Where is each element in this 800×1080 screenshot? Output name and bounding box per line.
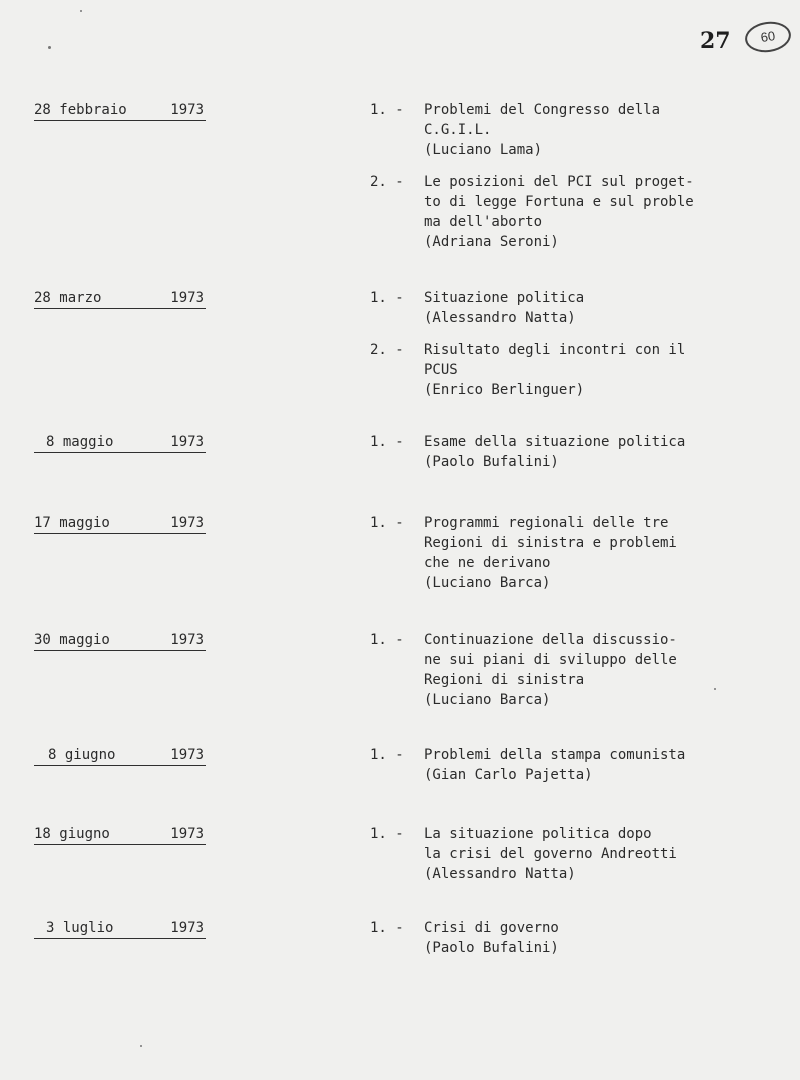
item-text-line: (Gian Carlo Pajetta) <box>424 767 593 783</box>
entry-year: 1973 <box>170 826 204 842</box>
agenda-item <box>370 288 790 328</box>
item-text <box>424 432 790 472</box>
agenda-item <box>370 100 790 160</box>
entry-items <box>370 918 790 970</box>
entry-date: 8 maggio <box>46 434 114 450</box>
entry-date-line <box>34 630 206 651</box>
agenda-item <box>370 172 790 252</box>
entry-year: 1973 <box>170 515 204 531</box>
item-text <box>424 172 790 252</box>
agenda-item <box>370 824 790 884</box>
item-number: 2. - <box>370 174 404 190</box>
paper-speck <box>48 46 51 49</box>
item-text-line: PCUS <box>424 362 458 378</box>
agenda-item <box>370 340 790 400</box>
item-text-line: (Luciano Barca) <box>424 692 551 708</box>
entry-items <box>370 630 790 722</box>
item-number: 1. - <box>370 747 404 763</box>
entry-date-line <box>34 918 206 939</box>
agenda-item <box>370 513 790 593</box>
item-text-line: ma dell'aborto <box>424 214 543 230</box>
entry-items <box>370 824 790 896</box>
entry-items <box>370 432 790 484</box>
item-text <box>424 100 790 160</box>
entry-date-line <box>34 513 206 534</box>
circled-page-number: 60 <box>743 19 793 55</box>
entry-date: 8 giugno <box>48 747 116 763</box>
item-text <box>424 513 790 593</box>
item-number: 1. - <box>370 515 404 531</box>
item-number: 1. - <box>370 102 404 118</box>
entry-items <box>370 100 790 264</box>
item-number: 1. - <box>370 826 404 842</box>
entry-date-line <box>34 824 206 845</box>
item-text <box>424 340 790 400</box>
entry-date-line <box>34 288 206 309</box>
item-text-line: (Adriana Seroni) <box>424 234 559 250</box>
entry-date: 17 maggio <box>34 515 110 531</box>
agenda-item <box>370 432 790 472</box>
item-text-line: Le posizioni del PCI sul proget- <box>424 174 694 190</box>
item-text-line: (Paolo Bufalini) <box>424 454 559 470</box>
item-text-line: Risultato degli incontri con il <box>424 342 686 358</box>
item-text <box>424 918 790 958</box>
item-text-line: Crisi di governo <box>424 920 559 936</box>
item-text-line: (Luciano Barca) <box>424 575 551 591</box>
item-text-line: la crisi del governo Andreotti <box>424 846 677 862</box>
paper-speck <box>80 10 82 12</box>
entry-date: 28 febbraio <box>34 102 127 118</box>
item-text-line: (Alessandro Natta) <box>424 310 576 326</box>
entry-date-line <box>34 745 206 766</box>
item-text-line: Continuazione della discussio- <box>424 632 677 648</box>
entry-year: 1973 <box>170 747 204 763</box>
agenda-item <box>370 630 790 710</box>
agenda-item <box>370 918 790 958</box>
entry-year: 1973 <box>170 632 204 648</box>
item-number: 1. - <box>370 632 404 648</box>
item-text-line: (Enrico Berlinguer) <box>424 382 585 398</box>
item-text-line: C.G.I.L. <box>424 122 492 138</box>
item-text-line: Situazione politica <box>424 290 585 306</box>
entry-year: 1973 <box>170 920 204 936</box>
item-text-line: (Luciano Lama) <box>424 142 543 158</box>
item-text-line: (Paolo Bufalini) <box>424 940 559 956</box>
item-text-line: Problemi della stampa comunista <box>424 747 686 763</box>
entry-date: 3 luglio <box>46 920 114 936</box>
item-text <box>424 288 790 328</box>
item-text-line: (Alessandro Natta) <box>424 866 576 882</box>
item-number: 1. - <box>370 920 404 936</box>
item-number: 1. - <box>370 434 404 450</box>
item-text-line: to di legge Fortuna e sul proble <box>424 194 694 210</box>
entry-date: 28 marzo <box>34 290 102 306</box>
entry-date-line <box>34 100 206 121</box>
entry-date-line <box>34 432 206 453</box>
page-number: 27 <box>700 28 731 54</box>
entry-year: 1973 <box>170 434 204 450</box>
entry-items <box>370 513 790 605</box>
entry-year: 1973 <box>170 290 204 306</box>
entry-items <box>370 288 790 412</box>
entry-date: 30 maggio <box>34 632 110 648</box>
item-text <box>424 824 790 884</box>
item-number: 1. - <box>370 290 404 306</box>
item-text-line: Esame della situazione politica <box>424 434 686 450</box>
entry-items <box>370 745 790 797</box>
item-text-line: Programmi regionali delle tre <box>424 515 669 531</box>
paper-speck <box>140 1045 142 1047</box>
item-text <box>424 745 790 785</box>
item-text-line: Problemi del Congresso della <box>424 102 661 118</box>
agenda-item <box>370 745 790 785</box>
entry-year: 1973 <box>170 102 204 118</box>
entry-date: 18 giugno <box>34 826 110 842</box>
item-text-line: Regioni di sinistra <box>424 672 585 688</box>
item-text-line: che ne derivano <box>424 555 551 571</box>
item-text-line: Regioni di sinistra e problemi <box>424 535 677 551</box>
item-text-line: ne sui piani di sviluppo delle <box>424 652 677 668</box>
item-text-line: La situazione politica dopo <box>424 826 652 842</box>
item-text <box>424 630 790 710</box>
item-number: 2. - <box>370 342 404 358</box>
